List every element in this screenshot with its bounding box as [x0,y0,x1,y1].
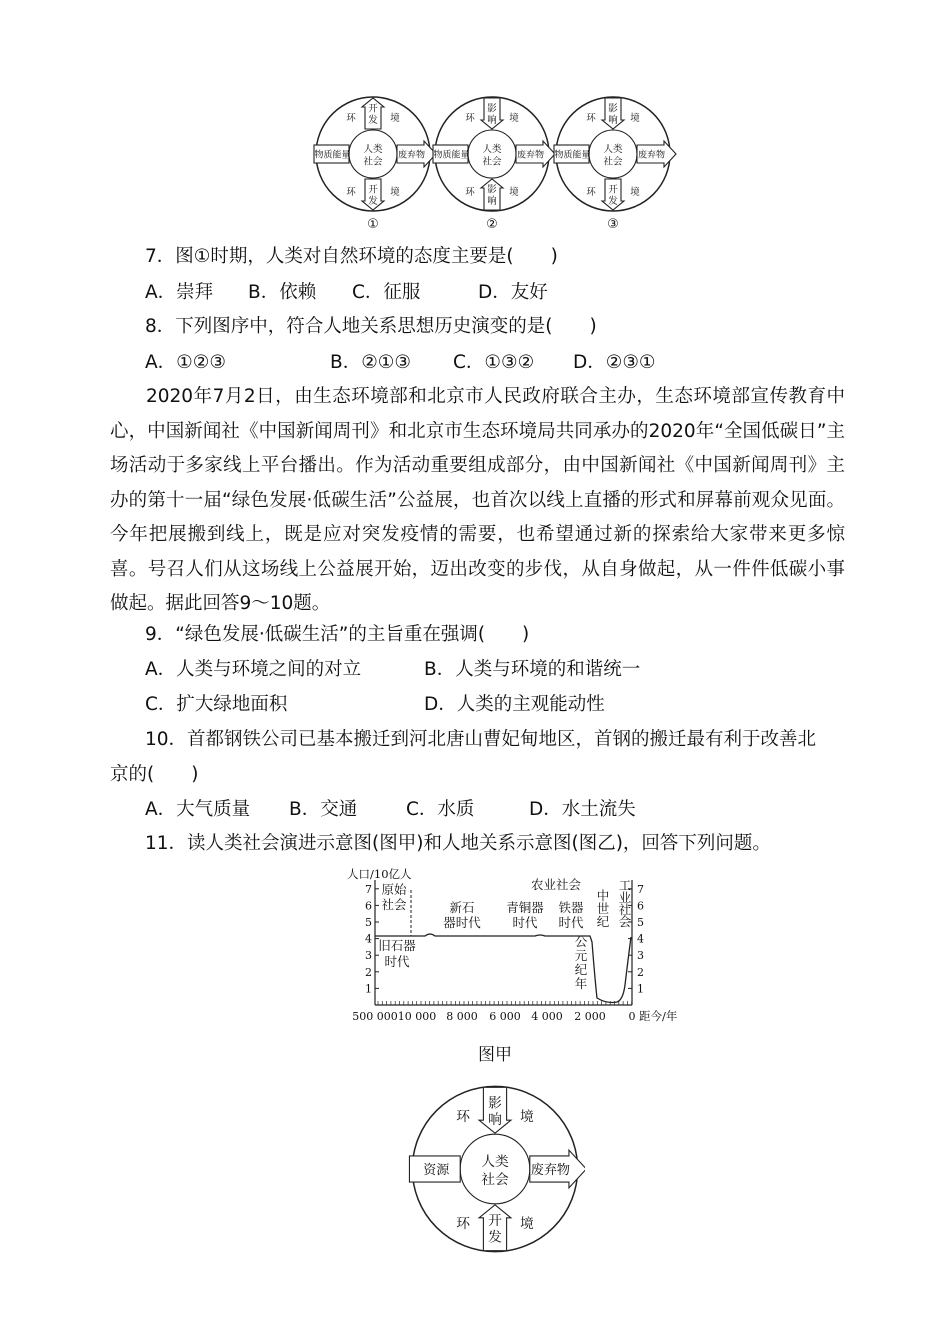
q9-option-c: C．扩大绿地面积 [145,694,288,715]
ring-label-left-top: 环 [346,112,356,124]
q8-option-b: B．②①③ [330,352,411,373]
right-arrow-label: 废弃物 [516,150,545,161]
left-box-label: 物质能量 [433,150,470,161]
right-arrow-label: 废弃物 [637,150,666,161]
bottom-arrow-label-2: 发 [368,196,378,207]
center-label-1: 人类 [482,144,502,155]
ring-label-right-bottom: 境 [630,186,640,198]
diagram-2 [433,97,555,232]
industrial-society-label: 社 [618,902,632,917]
industrial-society-label: 工 [618,878,632,893]
y-tick-label-left: 3 [365,949,372,963]
top-arrow-label-1: 影 [608,103,618,115]
neolithic-label: 新石 [449,900,475,915]
neolithic-label: 器时代 [443,915,481,930]
center-label-1: 人类 [603,144,623,155]
bottom-arrow-label-2: 发 [608,196,618,207]
center-label-1: 人类 [481,1154,509,1171]
x-tick-label: 4 000 [531,1010,563,1023]
q9-option-a: A．人类与环境之间的对立 [145,659,362,680]
center-label-2: 社会 [603,156,623,168]
ad-era-label: 年 [574,976,588,991]
q8-option-a: A．①②③ [145,352,226,373]
left-box-label: 资源 [423,1162,450,1178]
y-tick-label-left: 7 [365,882,372,896]
ring-label-right-bottom: 境 [509,186,519,198]
ad-era-label: 元 [574,948,588,963]
ring-label-left-bottom: 环 [456,1216,470,1233]
ring-label-right-bottom: 境 [390,186,400,198]
industrial-society-label: 业 [618,890,632,905]
passage: 2020年7月2日，由生态环境部和北京市人民政府联合主办，生态环境部宣传教育中心，中国新闻社《中国新闻周刊》和北京市生态环境局共同承办的2020年“全国低碳日”主场活动于多家线上平台播出。作为活动重要组成部分，由中国新闻社《中国新闻周刊》主办的第十一届“绿色发展·低碳生活”公益展，也首次以线上直播的形式和屏幕前观众见面。今年把展搬到线上，既是应对突发疫情的需要，也希望通过新的探索给大家带来更多惊喜。号召人们从这场线上公益展开始，迈出改变的步伐，从自身做起，从一件件低碳小事做起。据此回答9～10题。 [110,386,845,614]
agricultural-society-label: 农业社会 [531,877,582,892]
diagram-3 [554,97,676,232]
medieval-label: 纪 [596,914,610,929]
q9-option-d: D．人类的主观能动性 [424,694,605,715]
y-tick-label-left: 1 [365,982,372,996]
q10-option-b: B．交通 [289,799,358,820]
q7-stem: 7．图①时期，人类对自然环境的态度主要是( ) [145,246,558,267]
ring-label-right-bottom: 境 [520,1216,534,1233]
y-tick-label-right: 1 [637,982,644,996]
diagram-1 [314,97,436,232]
paleolithic-label: 旧石器 [378,938,416,953]
x-tick-label: 500 000 [352,1010,398,1023]
q7-option-a: A．崇拜 [145,282,214,303]
bronze-age-label: 时代 [512,915,538,930]
q11-stem: 11．读人类社会演进示意图(图甲)和人地关系示意图(图乙)，回答下列问题。 [145,833,771,854]
ring-label-left-bottom: 环 [586,186,596,198]
top-arrow-label-1: 开 [368,103,378,115]
center-label-1: 人类 [363,144,383,155]
center-label-2: 社会 [482,156,502,168]
y-tick-label-right: 7 [637,882,644,896]
left-box-label: 物质能量 [554,150,591,161]
y-tick-label-right: 3 [637,949,644,963]
q8-stem: 8．下列图序中，符合人地关系思想历史演变的是( ) [145,316,597,337]
q10-option-d: D．水土流失 [529,799,636,820]
y-tick-label-left: 4 [365,932,372,946]
x-tick-label: 8 000 [446,1010,478,1023]
x-tick-label: 0 [628,1010,636,1023]
y-tick-label-left: 5 [365,916,372,929]
top-diagrams [300,92,690,232]
y-tick-label-left: 6 [365,899,372,913]
x-tick-label: 6 000 [489,1010,521,1023]
q10-stem-line1: 10．首都钢铁公司已基本搬迁到河北唐山曹妃甸地区，首钢的搬迁最有利于改善北 [145,729,817,750]
iron-age-label: 时代 [558,915,584,930]
diagram-number: ② [486,217,498,232]
diagram-number: ① [367,217,379,232]
top-arrow-label-2: 响 [488,1112,502,1129]
iron-age-label: 铁器 [558,900,584,915]
x-tick-label: 10 000 [397,1010,437,1023]
q10-option-c: C．水质 [406,799,475,820]
primitive-society-label: 社会 [381,897,407,912]
ring-label-right-top: 境 [520,1108,534,1125]
ring-label-right-top: 境 [509,112,519,124]
bottom-arrow-label-1: 开 [368,184,378,196]
q7-option-b: B．依赖 [248,282,317,303]
population-chart [345,860,695,1025]
y-tick-label-right: 6 [637,899,644,913]
medieval-label: 中 [596,888,610,903]
right-arrow-label: 废弃物 [397,150,426,161]
q10-stem-line2: 京的( ) [110,764,199,785]
q9-stem: 9．“绿色发展·低碳生活”的主旨重在强调( ) [145,624,530,645]
diagram-number: ③ [607,217,619,232]
q7-option-d: D．友好 [478,282,548,303]
top-arrow-label-1: 影 [487,103,497,115]
bottom-arrow-label-1: 开 [488,1212,502,1229]
figure-yi-diagram [405,1080,585,1260]
y-tick-label-right: 4 [637,932,644,946]
q8-option-c: C．①③② [453,352,535,373]
bottom-arrow-label-1: 影 [487,184,497,196]
bottom-arrow-label-2: 响 [487,196,497,207]
y-axis-label: 人口/10亿人 [347,867,412,881]
top-arrow-label-2: 响 [608,115,618,126]
y-tick-label-right: 5 [637,916,644,929]
ad-era-label: 公 [574,934,588,949]
x-axis-label: 距今/年 [639,1009,678,1023]
bronze-age-label: 青铜器 [506,900,544,915]
q8-option-d: D．②③① [573,352,656,373]
ad-era-label: 纪 [574,962,588,977]
ring-label-left-top: 环 [465,112,475,124]
ring-label-left-bottom: 环 [346,186,356,198]
ring-label-right-top: 境 [390,112,400,124]
right-arrow-label: 废弃物 [530,1162,570,1178]
primitive-society-label: 原始 [381,882,407,897]
q10-option-a: A．大气质量 [145,799,251,820]
top-arrow-label-1: 影 [488,1095,502,1112]
top-arrow-label-2: 发 [368,115,378,126]
bottom-arrow-label-1: 开 [608,184,618,196]
ring-label-left-bottom: 环 [465,186,475,198]
q9-option-b: B．人类与环境的和谐统一 [424,659,641,680]
paleolithic-label: 时代 [384,954,410,969]
ring-label-left-top: 环 [456,1108,470,1125]
figure-jia-caption: 图甲 [478,1045,512,1065]
bottom-arrow-label-2: 发 [488,1229,502,1246]
left-box-label: 物质能量 [314,150,351,161]
y-tick-label-right: 2 [637,965,644,979]
x-tick-label: 2 000 [574,1010,606,1023]
industrial-society-label: 会 [618,914,632,929]
ring-label-left-top: 环 [586,112,596,124]
y-tick-label-left: 2 [365,965,372,979]
ring-label-right-top: 境 [630,112,640,124]
top-arrow-label-2: 响 [487,115,497,126]
q7-option-c: C．征服 [352,282,421,303]
medieval-label: 世 [596,901,610,916]
center-label-2: 社会 [481,1172,509,1189]
center-label-2: 社会 [363,156,383,168]
